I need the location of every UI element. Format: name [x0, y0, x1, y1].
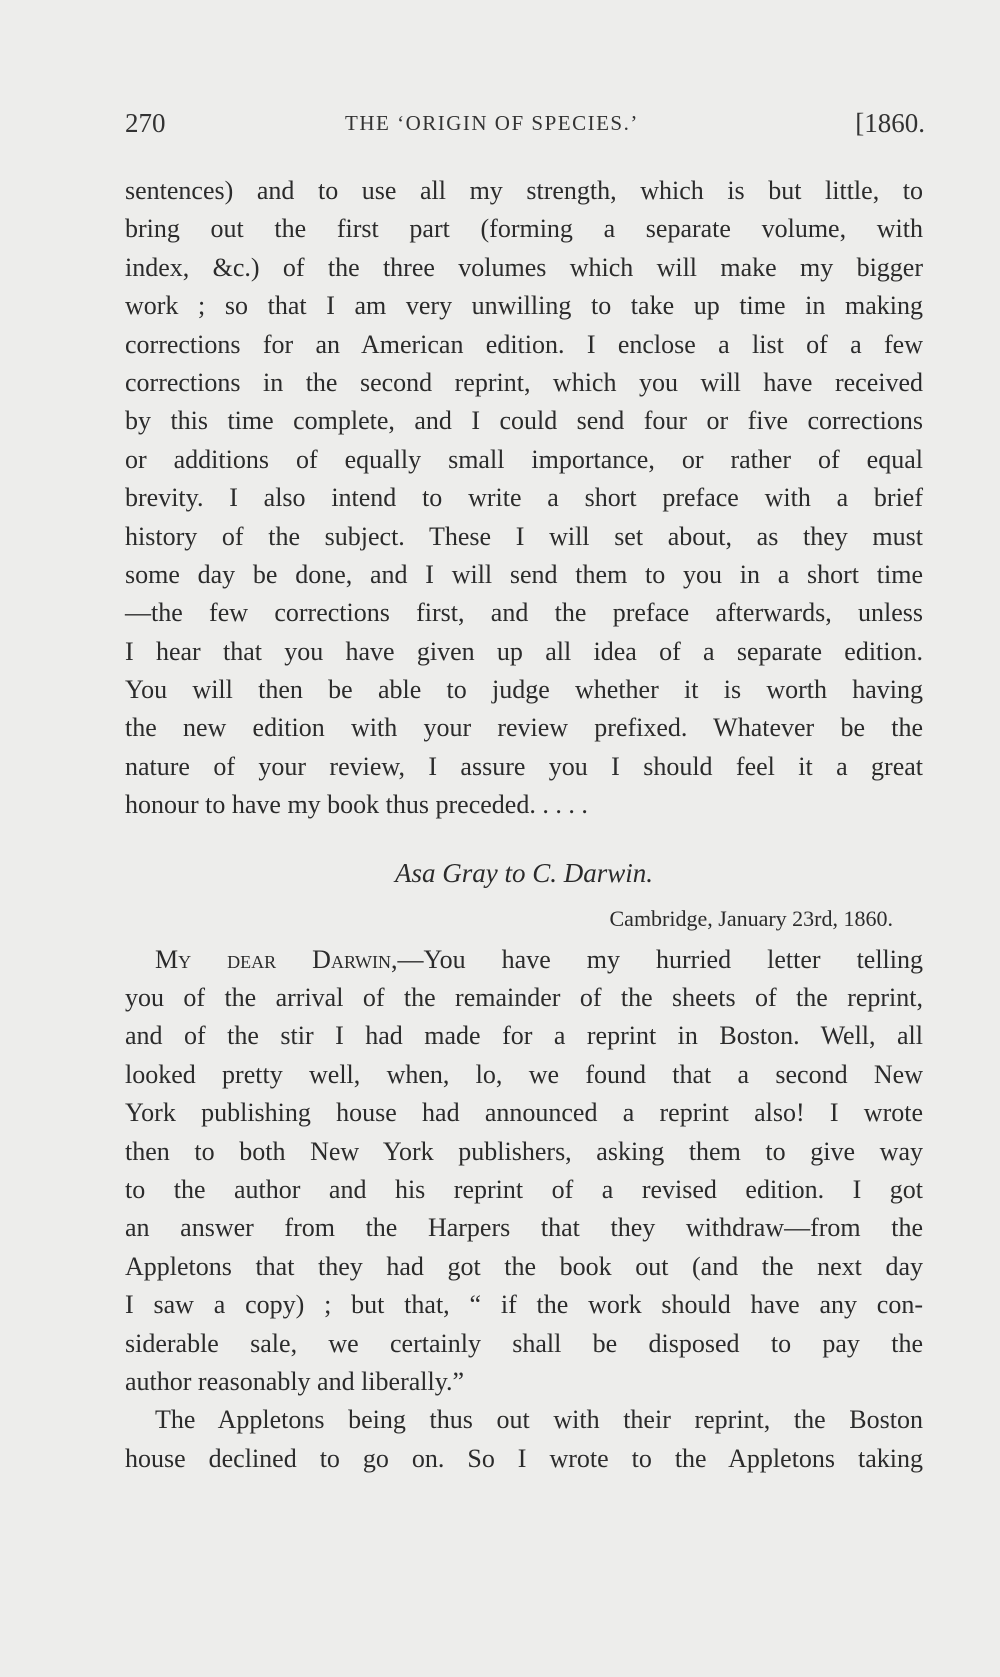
text-line: sentences) and to use all my strength, which is but little, to: [125, 176, 923, 205]
text-line: corrections in the second reprint, which you will have received: [125, 367, 923, 397]
text-line: You will then be able to judge whether it is worth having: [125, 675, 923, 705]
text-line-rest: —You have my hurried letter telling: [397, 944, 923, 974]
text-line: —the few corrections first, and the preface afterwards, unless: [125, 598, 923, 628]
text-line: bring out the first part (forming a separate volume, with: [125, 214, 923, 244]
paragraph-continued: [125, 172, 923, 825]
running-year: [1860.: [855, 108, 925, 138]
paragraph-next: [125, 1401, 923, 1478]
text-line: and of the stir I had made for a reprint in Boston. Well, all: [125, 1021, 923, 1051]
text-line: history of the subject. These I will set about, as they must: [125, 521, 923, 551]
page-body: [125, 172, 923, 1478]
text-line: the new edition with your review prefixed. Whatever be the: [125, 713, 923, 743]
text-line: I saw a copy) ; but that, “ if the work should have any con-: [125, 1290, 923, 1320]
text-line: house declined to go on. So I wrote to the Appletons taking: [125, 1443, 923, 1473]
text-line: an answer from the Harpers that they withdraw—from the: [125, 1213, 923, 1243]
text-line: to the author and his reprint of a revised edition. I got: [125, 1174, 923, 1204]
text-line: by this time complete, and I could send four or five corrections: [125, 406, 923, 436]
text-line: honour to have my book thus preceded. . . . .: [125, 790, 588, 820]
text-line: then to both New York publishers, asking them to give way: [125, 1136, 923, 1166]
letter-body: [125, 941, 923, 1402]
text-line: looked pretty well, when, lo, we found that a second New: [125, 1059, 923, 1089]
letter-salutation: My dear Darwin,: [155, 944, 398, 974]
text-line: nature of your review, I assure you I should feel it a great: [125, 751, 923, 781]
text-line: [125, 941, 923, 979]
text-line: author reasonably and liberally.”: [125, 1366, 465, 1396]
text-line: The Appletons being thus out with their reprint, the Boston: [155, 1405, 923, 1435]
running-head: [125, 108, 925, 148]
letter-heading: Asa Gray to C. Darwin.: [394, 857, 654, 888]
text-line: Appletons that they had got the book out (and the next day: [125, 1251, 923, 1281]
text-line: work ; so that I am very unwilling to take up time in making: [125, 291, 923, 321]
text-line: some day be done, and I will send them to you in a short time: [125, 559, 923, 589]
text-line: corrections for an American edition. I enclose a list of a few: [125, 329, 923, 359]
page-number: 270: [125, 108, 166, 138]
text-line: index, &c.) of the three volumes which will make my bigger: [125, 252, 923, 282]
text-line: brevity. I also intend to write a short preface with a brief: [125, 483, 923, 513]
running-title: THE ‘ORIGIN OF SPECIES.’: [345, 111, 639, 135]
text-line: siderable sale, we certainly shall be disposed to pay the: [125, 1328, 923, 1358]
text-line: I hear that you have given up all idea of a separate edition.: [125, 636, 923, 666]
letter-dateline: Cambridge, January 23rd, 1860.: [609, 905, 893, 931]
text-line: or additions of equally small importance, or rather of equal: [125, 444, 923, 474]
text-line: York publishing house had announced a reprint also! I wrote: [125, 1098, 923, 1128]
text-line: you of the arrival of the remainder of the sheets of the reprint,: [125, 983, 923, 1013]
